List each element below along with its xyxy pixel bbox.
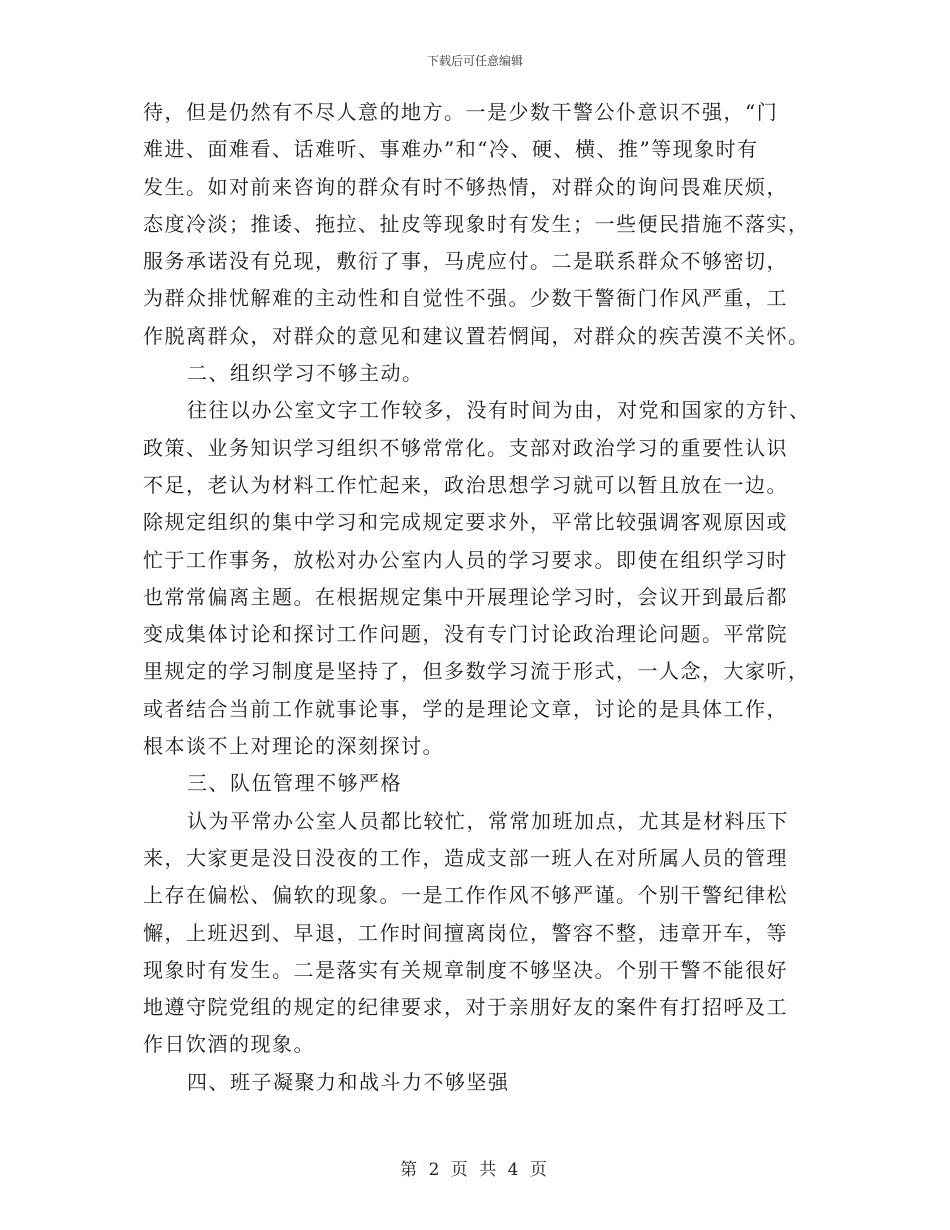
text-line: 认为平常办公室人员都比较忙，常常加班加点，尤其是材料压下 [187,808,789,833]
text-line: 地遵守院党组的规定的纪律要求，对于亲朋好友的案件有打招呼及工 [143,995,788,1020]
text-line: 或者结合当前工作就事论事，学的是理论文章，讨论的是具体工作， [143,696,788,721]
text-line: 除规定组织的集中学习和完成规定要求外，平常比较强调客观原因或 [143,510,788,535]
text-line: 根本谈不上对理论的深刻探讨。 [143,734,444,759]
text-line: 为群众排忧解难的主动性和自觉性不强。少数干警衙门作风严重，工 [143,286,788,311]
text-line: 变成集体讨论和探讨工作问题，没有专门讨论政治理论问题。平常院 [143,622,788,647]
text-line: 政策、业务知识学习组织不够常常化。支部对政治学习的重要性认识 [143,435,788,460]
document-body [143,94,823,1101]
page-header: 下载后可任意编辑 [426,54,523,68]
text-line: 也常常偏离主题。在根据规定集中开展理论学习时，会议开到最后都 [143,584,788,609]
text-line: 来，大家更是没日没夜的工作，造成支部一班人在对所属人员的管理 [143,845,788,870]
text-line: 待，但是仍然有不尽人意的地方。一是少数干警公仆意识不强，“门 [143,100,779,124]
text-line: 里规定的学习制度是坚持了，但多数学习流于形式，一人念，大家听， [143,659,810,684]
text-line: 态度冷淡；推诿、拖拉、扯皮等现象时有发生；一些便民措施不落实， [143,211,810,236]
text-line: 往往以办公室文字工作较多，没有时间为由，对党和国家的方针、 [187,398,811,423]
text-line: 作脱离群众，对群众的意见和建议置若惘闻，对群众的疾苦漠不关怀。 [143,323,810,348]
page-footer: 第 2 页 共 4 页 [400,1160,550,1180]
text-line: 现象时有发生。二是落实有关规章制度不够坚决。个别干警不能很好 [143,957,788,982]
text-line: 忙于工作事务，放松对办公室内人员的学习要求。即使在组织学习时 [143,547,788,572]
text-line: 上存在偏松、偏软的现象。一是工作作风不够严谨。个别干警纪律松 [143,883,788,908]
text-line: 发生。如对前来咨询的群众有时不够热情，对群众的询问畏难厌烦， [143,174,788,199]
text-line: 服务承诺没有兑现，敷衍了事，马虎应付。二是联系群众不够密切， [143,249,788,274]
text-line: 二、组织学习不够主动。 [187,361,424,386]
text-line: 三、队伍管理不够严格 [187,771,402,796]
text-line: 难进、面难看、话难听、事难办”和“冷、硬、横、推”等现象时有 [143,137,759,162]
text-line: 四、班子凝聚力和战斗力不够坚强 [187,1069,510,1094]
text-line: 懈，上班迟到、早退，工作时间擅离岗位，警容不整，违章开车，等 [143,920,788,945]
text-line: 不足，老认为材料工作忙起来，政治思想学习就可以暂且放在一边。 [143,472,788,497]
text-line: 作日饮酒的现象。 [143,1032,315,1057]
